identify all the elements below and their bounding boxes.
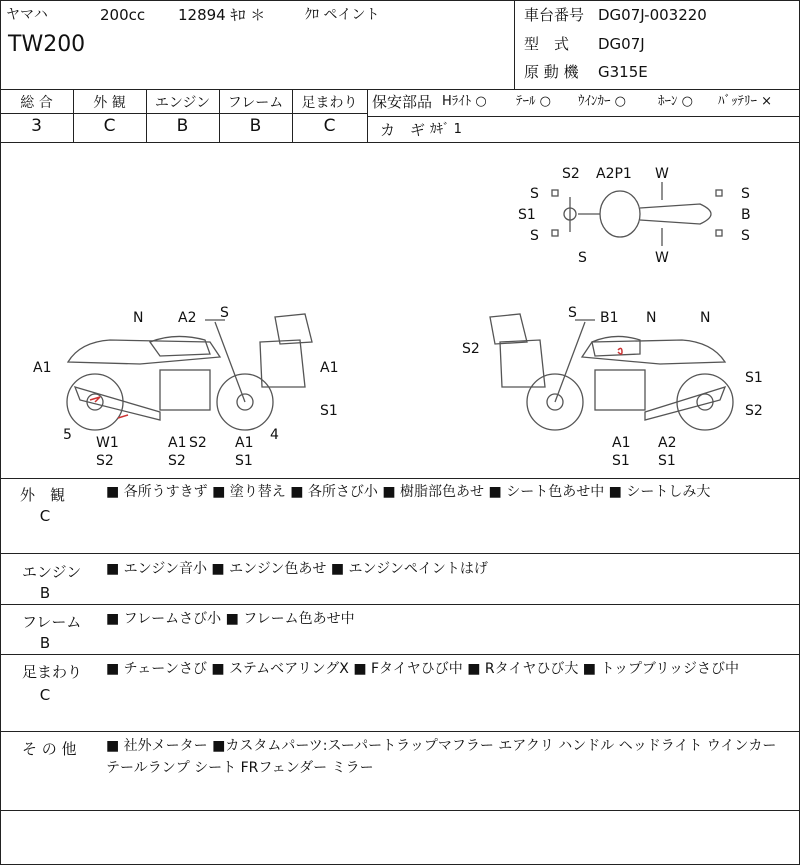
section-exterior-grade: C	[39, 507, 51, 525]
safety-horn: ﾎｰﾝ ○	[658, 94, 693, 109]
top-label-s-bottom: S	[578, 250, 587, 266]
left-label-s2-a: S2	[96, 453, 114, 469]
section-exterior-label: 外 観	[20, 486, 66, 504]
left-label-5: 5	[63, 427, 72, 443]
top-label-s-right1: S	[741, 186, 750, 202]
model-name: TW200	[8, 32, 86, 57]
left-label-a1-rear: A1	[33, 360, 52, 376]
right-label-n2: N	[700, 310, 711, 326]
section-frame-text: ■ フレームさび小 ■ フレーム色あせ中	[106, 611, 355, 627]
top-label-w-bottom: W	[655, 250, 669, 266]
right-label-n1: N	[646, 310, 657, 326]
section-frame-grade: B	[39, 634, 51, 652]
top-label-b: B	[741, 207, 751, 223]
grade-header-suspension: 足まわり	[301, 95, 358, 111]
left-label-s2-b: S2	[189, 435, 207, 451]
section-suspension-grade: C	[39, 686, 51, 704]
section-frame-label: フレーム	[22, 613, 82, 631]
frame-no: DG07J-003220	[598, 6, 707, 24]
color: ｸﾛ ペイント	[305, 7, 380, 23]
right-label-s2-right: S2	[745, 403, 763, 419]
section-other-label: そ の 他	[22, 740, 77, 758]
left-label-s1-front: S1	[320, 403, 338, 419]
key-label: カ ギ	[380, 121, 426, 139]
left-label-4: 4	[270, 427, 279, 443]
left-label-a1-fork: A1	[235, 435, 254, 451]
top-label-a2p1: A2P1	[596, 166, 632, 182]
left-label-s2-c: S2	[168, 453, 186, 469]
grade-total: 3	[31, 116, 42, 136]
left-label-w1: W1	[96, 435, 119, 451]
grade-header-engine: エンジン	[154, 95, 211, 111]
safety-tail: ﾃｰﾙ ○	[516, 94, 551, 109]
section-other-text: ■ 社外メーター ■カスタムパーツ:スーパートラップマフラー エアクリ ハンドル ヘッドライト ウインカー テールランプ シート FRフェンダー ミラー	[106, 738, 777, 776]
mileage: 12894 ｷﾛ ＊	[178, 6, 266, 24]
section-engine-label: エンジン	[22, 563, 82, 581]
grade-header-frame: フレーム	[227, 95, 284, 111]
section-suspension-label: 足まわり	[22, 663, 83, 681]
maker: ヤマハ	[6, 7, 48, 23]
grade-engine: B	[176, 116, 189, 136]
top-label-s2: S2	[562, 166, 580, 182]
grade-header-exterior: 外 観	[93, 95, 126, 111]
bike-diagrams	[0, 142, 800, 482]
safety-headlight: Hﾗｲﾄ ○	[442, 94, 487, 109]
key-value: ｶｷﾞ 1	[430, 122, 462, 137]
section-exterior-text: ■ 各所うすきず ■ 塗り替え ■ 各所さび小 ■ 樹脂部色あせ ■ シート色あせ中 ■ シートしみ大	[106, 484, 711, 500]
right-label-s1-b: S1	[658, 453, 676, 469]
section-suspension-text: ■ チェーンさび ■ ステムベアリングX ■ Fタイヤひび中 ■ Rタイヤひび大 ■ トップブリッジさび中	[106, 661, 739, 677]
right-label-s1-a: S1	[612, 453, 630, 469]
right-label-s: S	[568, 305, 577, 321]
type-label: 型 式	[524, 35, 570, 53]
left-label-a1-mid: A1	[168, 435, 187, 451]
grade-exterior: C	[103, 116, 116, 136]
left-label-a1-front: A1	[320, 360, 339, 376]
left-label-a2: A2	[178, 310, 197, 326]
displacement: 200cc	[100, 6, 146, 24]
left-label-n: N	[133, 310, 144, 326]
right-label-s2-left: S2	[462, 341, 480, 357]
section-engine-grade: B	[39, 584, 51, 602]
grade-header-total: 総 合	[20, 95, 53, 111]
frame-no-label: 車台番号	[524, 6, 585, 24]
engine-label: 原 動 機	[524, 63, 579, 81]
top-label-s-left1: S	[530, 186, 539, 202]
right-label-a2: A2	[658, 435, 677, 451]
safety-label: 保安部品	[372, 93, 433, 111]
grade-suspension: C	[323, 116, 336, 136]
top-label-s-right2: S	[741, 228, 750, 244]
right-label-s1-right: S1	[745, 370, 763, 386]
top-label-s1: S1	[518, 207, 536, 223]
engine-value: G315E	[598, 63, 648, 81]
top-label-w-top: W	[655, 166, 669, 182]
top-label-s-left2: S	[530, 228, 539, 244]
left-label-s: S	[220, 305, 229, 321]
safety-battery: ﾊﾞｯﾃﾘｰ ×	[718, 94, 773, 109]
section-engine-text: ■ エンジン音小 ■ エンジン色あせ ■ エンジンペイントはげ	[106, 561, 488, 577]
right-label-b1: B1	[600, 310, 619, 326]
grade-frame: B	[249, 116, 262, 136]
type-value: DG07J	[598, 35, 645, 53]
left-label-s1-fork: S1	[235, 453, 253, 469]
right-label-a1: A1	[612, 435, 631, 451]
safety-winker: ｳｲﾝｶｰ ○	[578, 94, 626, 109]
